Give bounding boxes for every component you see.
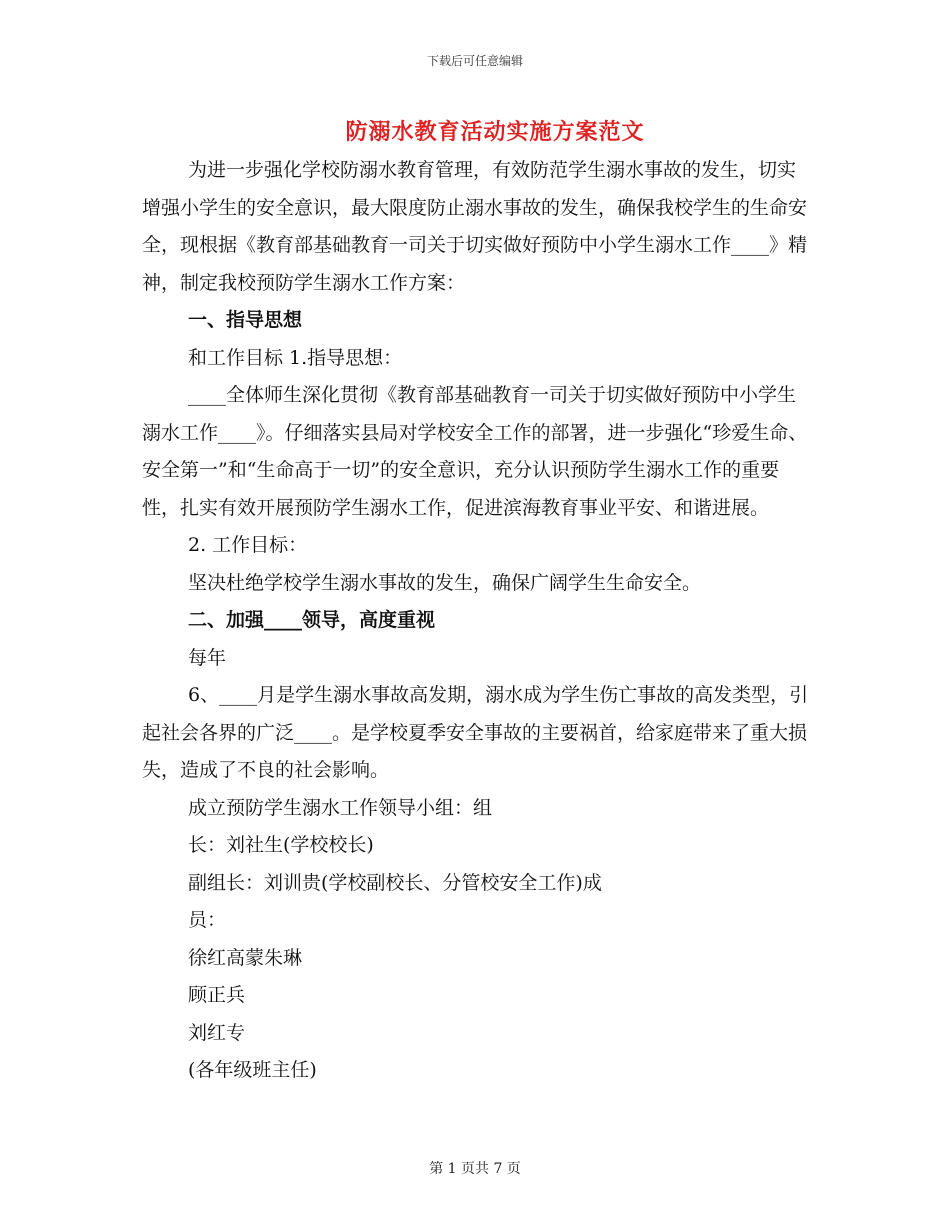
paragraph: 每年 xyxy=(188,646,227,669)
paragraph: 顾正兵 xyxy=(188,984,246,1006)
paragraph: ____全体师生深化贯彻《教育部基础教育一司关于切实做好预防中小学生溺水工作____》。仔细落实县局对学校安全工作的部署，进一步强化“珍爱生命、安全第一”和“生命高于一切”的安全意识，充分认识预防学生溺水工作的重要性，扎实有效开展预防学生溺水工作，促进滨海教育事业平安、和谐进展。 xyxy=(142,384,808,519)
page-header: 下载后可任意编辑 xyxy=(426,54,523,68)
paragraph: 长：刘社生(学校校长) xyxy=(188,834,374,856)
paragraph: 2. 工作目标： xyxy=(188,534,308,556)
paragraph: 刘红专 xyxy=(188,1021,246,1044)
paragraph: 徐红高蒙朱琳 xyxy=(188,946,303,969)
section-heading-2: 二、加强____领导，高度重视 xyxy=(188,609,436,631)
page-footer: 第 1 页共 7 页 xyxy=(429,1161,521,1177)
document-body xyxy=(142,152,812,1090)
paragraph: 副组长：刘训贵(学校副校长、分管校安全工作)成 xyxy=(188,871,602,894)
paragraph: 坚决杜绝学校学生溺水事故的发生，确保广阔学生生命安全。 xyxy=(188,571,702,594)
paragraph: (各年级班主任) xyxy=(188,1059,317,1081)
paragraph: 成立预防学生溺水工作领导小组：组 xyxy=(188,796,493,819)
paragraph: 6、____月是学生溺水事故高发期，溺水成为学生伤亡事故的高发类型，引起社会各界的广泛____。是学校夏季安全事故的主要祸首，给家庭带来了重大损失，造成了不良的社会影响。 xyxy=(142,684,809,781)
paragraph: 和工作目标 1.指导思想： xyxy=(188,346,403,369)
section-heading-1: 一、指导思想 xyxy=(188,309,303,331)
intro-paragraph: 为进一步强化学校防溺水教育管理，有效防范学生溺水事故的发生，切实增强小学生的安全意识，最大限度防止溺水事故的发生，确保我校学生的生命安全，现根据《教育部基础教育一司关于切实做好预防中小学生溺水工作____》精神，制定我校预防学生溺水工作方案： xyxy=(142,159,808,294)
paragraph: 员： xyxy=(188,909,227,931)
document-title: 防溺水教育活动实施方案范文 xyxy=(345,119,645,145)
